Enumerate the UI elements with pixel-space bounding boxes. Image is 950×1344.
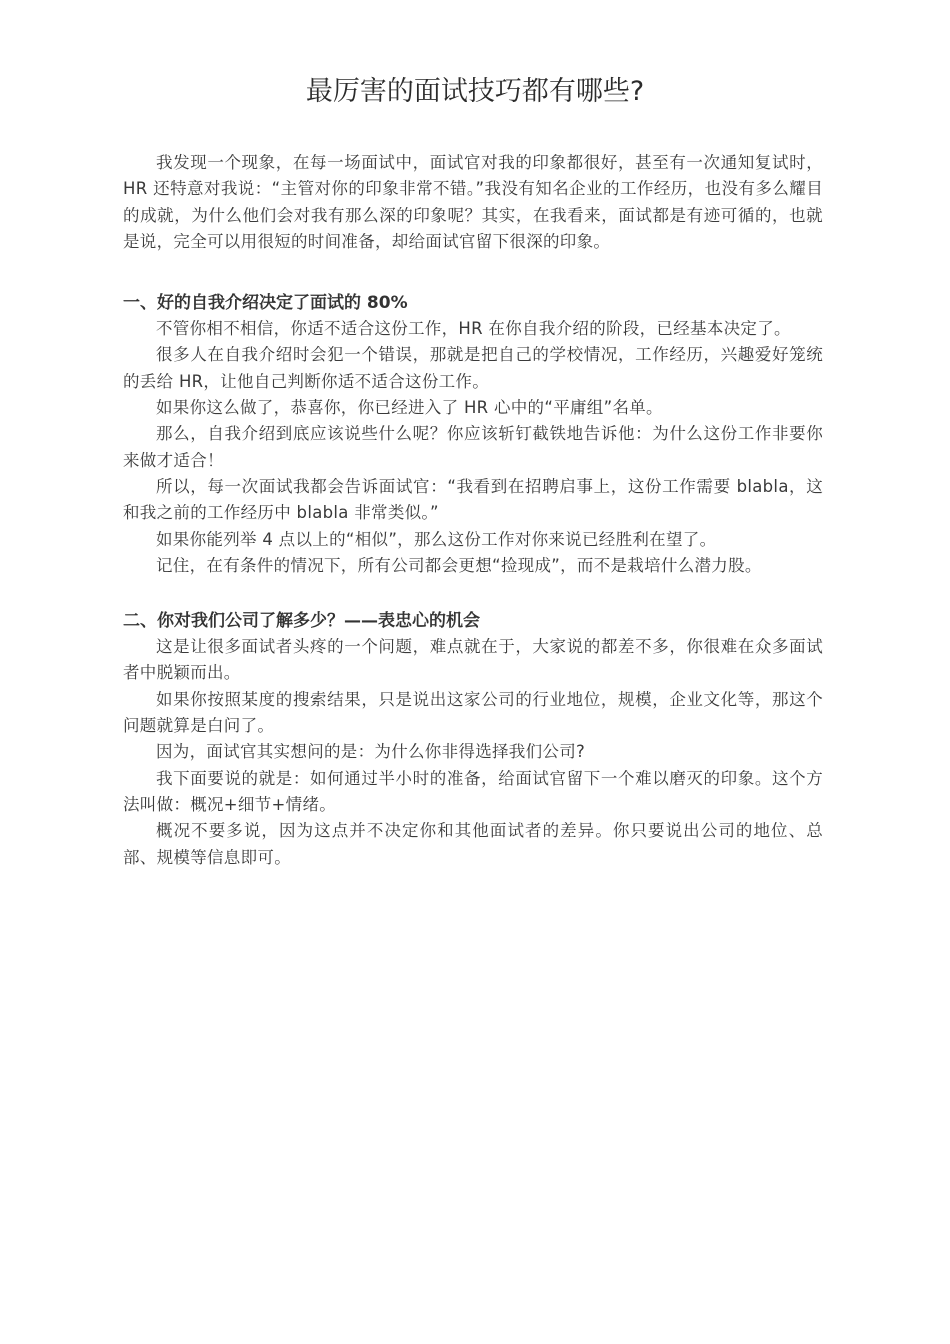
intro-paragraph: 我发现一个现象，在每一场面试中，面试官对我的印象都很好，甚至有一次通知复试时，HR 还特意对我说：“主管对你的印象非常不错。”我没有知名企业的工作经历，也没有多么耀目的成就，为什么他们会对我有那么深的印象呢？其实，在我看来，面试都是有迹可循的，也就是说，完全可以用很短的时间准备，却给面试官留下很深的印象。: [123, 153, 823, 251]
section-heading: 一、好的自我介绍决定了面试的 80%: [123, 293, 408, 314]
document-title: 最厉害的面试技巧都有哪些?: [305, 76, 645, 107]
section-paragraph: 我下面要说的就是：如何通过半小时的准备，给面试官留下一个难以磨灭的印象。这个方法叫做：概况+细节+情绪。: [123, 768, 823, 814]
section-heading: 二、你对我们公司了解多少？——表忠心的机会: [123, 611, 480, 632]
section-paragraph: 如果你按照某度的搜索结果，只是说出这家公司的行业地位，规模，企业文化等，那这个问题就算是白问了。: [123, 689, 823, 736]
section-paragraph: 所以，每一次面试我都会告诉面试官：“我看到在招聘启事上，这份工作需要 blabla，这和我之前的工作经历中 blabla 非常类似。”: [123, 476, 823, 523]
section-paragraph: 如果你这么做了，恭喜你，你已经进入了 HR 心中的“平庸组”名单。: [156, 398, 663, 418]
section-paragraph: 记住，在有条件的情况下，所有公司都会更想“捡现成”，而不是栽培什么潜力股。: [156, 555, 762, 575]
section-paragraph: 概况不要多说，因为这点并不决定你和其他面试者的差异。你只要说出公司的地位、总部、规模等信息即可。: [123, 821, 823, 867]
section-paragraph: 不管你相不相信，你适不适合这份工作，HR 在你自我介绍的阶段，已经基本决定了。: [156, 319, 791, 339]
section-paragraph: 如果你能列举 4 点以上的“相似”，那么这份工作对你来说已经胜利在望了。: [156, 529, 717, 549]
section-paragraph: 因为，面试官其实想问的是：为什么你非得选择我们公司?: [156, 742, 586, 762]
section-paragraph: 很多人在自我介绍时会犯一个错误，那就是把自己的学校情况，工作经历，兴趣爱好笼统的丢给 HR，让他自己判断你适不适合这份工作。: [123, 345, 823, 391]
section-self-introduction: [123, 282, 823, 579]
section-paragraph: 那么，自我介绍到底应该说些什么呢？你应该斩钉截铁地告诉他：为什么这份工作非要你来做才适合！: [123, 424, 823, 470]
section-company-knowledge: [123, 600, 823, 871]
section-paragraph: 这是让很多面试者头疼的一个问题，难点就在于，大家说的都差不多，你很难在众多面试者中脱颖而出。: [123, 637, 823, 683]
document-body: [123, 150, 823, 892]
